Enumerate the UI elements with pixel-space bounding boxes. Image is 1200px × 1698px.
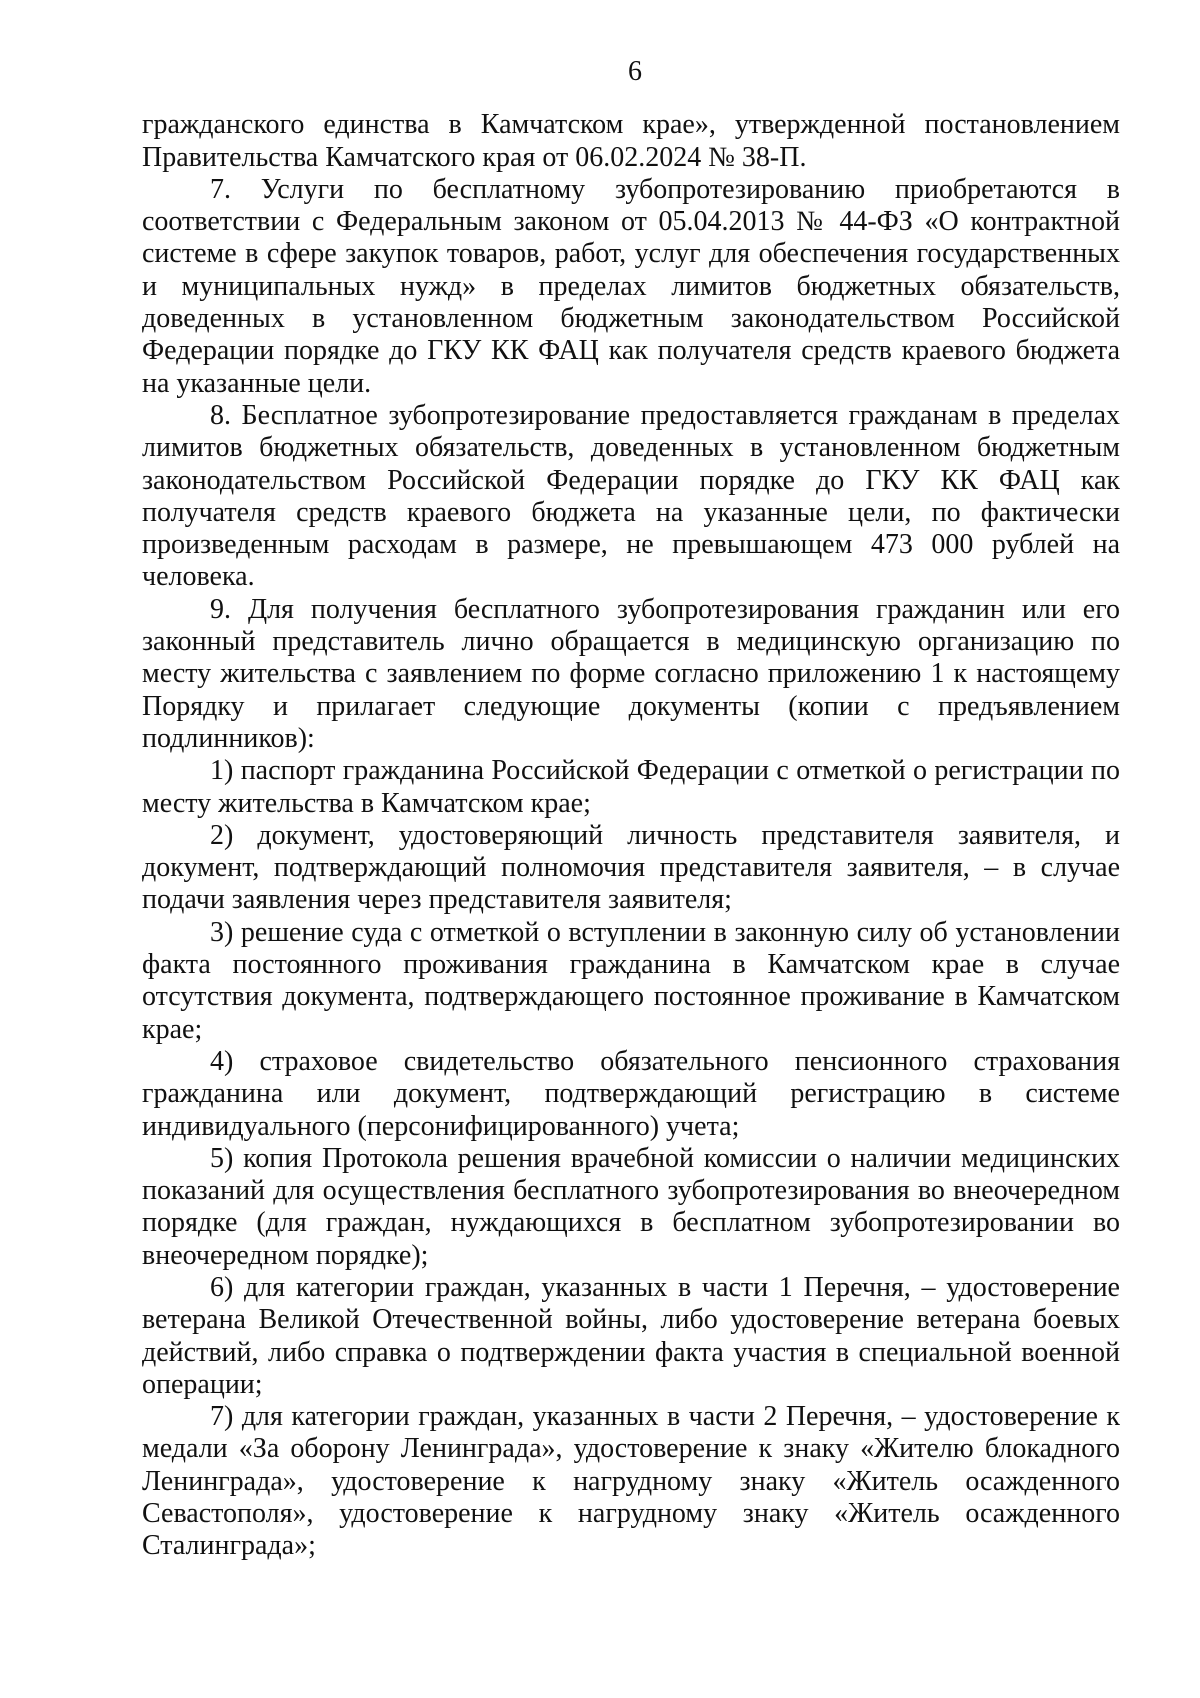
list-item-6: 6) для категории граждан, указанных в части 1 Перечня, – удостоверение ветерана Великой Отечественной войны, либо удостоверение ветерана боевых действий, либо справка о подтверждении факта участия в специальной военной операции; bbox=[142, 1271, 1120, 1400]
document-body bbox=[142, 109, 1120, 1562]
page-number: 6 bbox=[628, 56, 642, 87]
paragraph-item-7: 7. Услуги по бесплатному зубопротезированию приобретаются в соответствии с Федеральным законом от 05.04.2013 № 44-ФЗ «О контрактной системе в сфере закупок товаров, работ, услуг для обеспечения государственных и муниципальных нужд» в пределах лимитов бюджетных обязательств, доведенных в установленном бюджетным законодательством Российской Федерации порядке до ГКУ КК ФАЦ как получателя средств краевого бюджета на указанные цели. bbox=[142, 173, 1120, 399]
list-item-7: 7) для категории граждан, указанных в части 2 Перечня, – удостоверение к медали «За оборону Ленинграда», удостоверение к знаку «Жителю блокадного Ленинграда», удостоверение к нагрудному знаку «Житель осажденного Севастополя», удостоверение к нагрудному знаку «Житель осажденного Сталинграда»; bbox=[142, 1401, 1120, 1562]
list-item-1: 1) паспорт гражданина Российской Федерации с отметкой о регистрации по месту жительства в Камчатском крае; bbox=[142, 755, 1120, 819]
list-item-2: 2) документ, удостоверяющий личность представителя заявителя, и документ, подтверждающий полномочия представителя заявителя, – в случае подачи заявления через представителя заявителя; bbox=[142, 819, 1120, 916]
list-item-5: 5) копия Протокола решения врачебной комиссии о наличии медицинских показаний для осуществления бесплатного зубопротезирования во внеочередном порядке (для граждан, нуждающихся в бесплатном зубопротезировании во внеочередном порядке); bbox=[142, 1142, 1120, 1271]
list-item-3: 3) решение суда с отметкой о вступлении в законную силу об установлении факта постоянного проживания гражданина в Камчатском крае в случае отсутствия документа, подтверждающего постоянное проживание в Камчатском крае; bbox=[142, 916, 1120, 1045]
list-item-4: 4) страховое свидетельство обязательного пенсионного страхования гражданина или документ, подтверждающий регистрацию в системе индивидуального (персонифицированного) учета; bbox=[142, 1045, 1120, 1142]
paragraph-item-9: 9. Для получения бесплатного зубопротезирования гражданин или его законный представитель лично обращается в медицинскую организацию по месту жительства с заявлением по форме согласно приложению 1 к настоящему Порядку и прилагает следующие документы (копии с предъявлением подлинников): bbox=[142, 593, 1120, 754]
paragraph-continuation: гражданского единства в Камчатском крае», утвержденной постановлением Правительства Камчатского края от 06.02.2024 № 38-П. bbox=[142, 109, 1120, 173]
paragraph-item-8: 8. Бесплатное зубопротезирование предоставляется гражданам в пределах лимитов бюджетных обязательств, доведенных в установленном бюджетным законодательством Российской Федерации порядке до ГКУ КК ФАЦ как получателя средств краевого бюджета на указанные цели, по фактически произведенным расходам в размере, не превышающем 473 000 рублей на человека. bbox=[142, 399, 1120, 593]
